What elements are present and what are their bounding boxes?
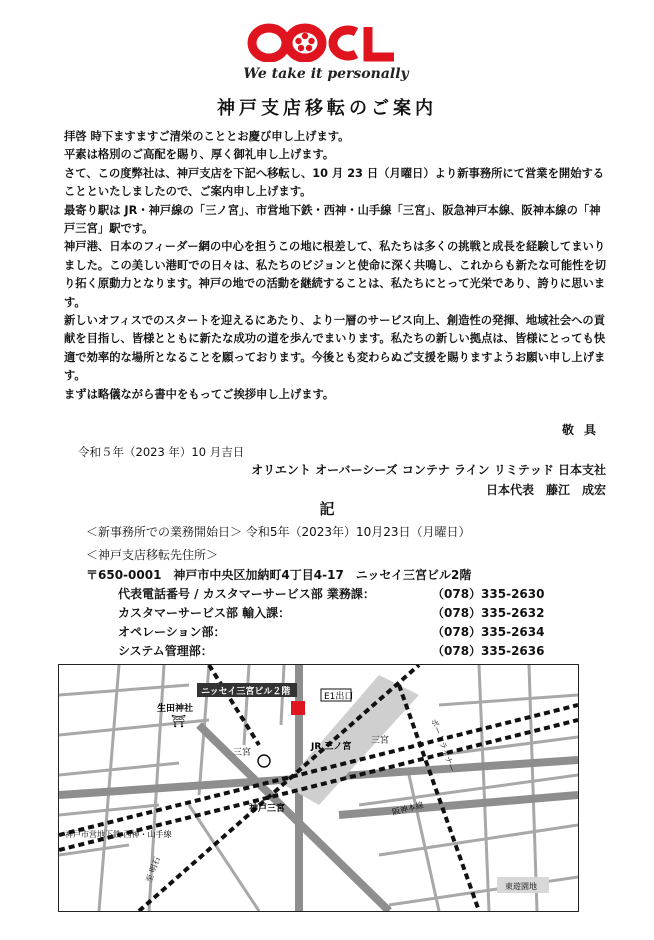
exit-label: E1出口 [324,692,354,702]
shrine-label: 生田神社 [157,704,194,714]
paragraph: まずは略儀ながら書中をもってご挨拶申し上げます。 [64,387,335,401]
paragraph: 新しいオフィスでのスタートを迎えるにあたり、より一層のサービス向上、創造性の発揮、地域社会への貢献を目指し、皆様とともに新たな成功の道を歩んでまいります。私たちの新しい拠点は、皆様にとっても快適で効率的な場所となることを願っております。今後とも変わらぬご支援を賜りますようお願い申し上げます。 [64,314,606,383]
phone-list [118,585,548,661]
phone-number: （078）335-2630 [432,587,545,601]
address: 〒650-0001 神戸市中央区加納町4丁目4-17 ニッセイ三宮ビル2階 [86,568,472,582]
subway-line-label: 神戸市営地下鉄 西神・山手線 [65,830,172,839]
jr-station-label: JR 三ノ宮 [311,742,352,752]
paragraph: さて、この度弊社は、神戸支店を下記へ移転し、10 月 23 日（月曜日）より新事務所にて営業を開始することといたしましたので、ご案内申し上げます。 [64,166,605,199]
closing: 敬具 [561,423,606,437]
phone-row [118,623,548,642]
sannomiya-station-label: 三宮 [371,736,390,746]
sannomiya-subway-label: 三宮 [233,748,252,758]
building-label: ニッセイ三宮ビル２階 [201,687,291,697]
start-date: ＜新事務所での業務開始日＞ 令和5年（2023年）10月23日（月曜日） [86,525,471,539]
page-title: 神戸支店移転のご案内 [217,98,437,119]
tagline: We take it personally [243,66,409,82]
phone-number: （078）335-2636 [432,644,545,658]
date: 令和５年（2023 年）10 月吉日 [78,445,245,459]
park-label: 東遊園地 [505,882,537,891]
phone-label: カスタマーサービス部 輸入課： [118,606,291,620]
phone-label: システム管理部： [118,644,213,658]
paragraph: 平素は格別のご高配を賜り、厚く御礼申し上げます。 [64,148,335,162]
map-svg [59,665,578,911]
address-label: ＜神戸支店移転先住所＞ [86,548,219,562]
paragraph: 神戸港、日本のフィーダー網の中心を担うこの地に根差して、私たちは多くの挑戦と成長を経験してまいりました。この美しい港町での日々は、私たちのビジョンと使命に深く共鳴し、これからも新たな可能性を切り拓く原動力となります。神戸の地での活動を継続することは、私たちにとって光栄であり、誇りに思います。 [64,240,607,309]
phone-row [118,585,548,604]
paragraph: 拝啓 時下ますますご清栄のこととお慶び申し上げます。 [64,130,350,143]
phone-number: （078）335-2634 [432,625,545,639]
plum-blossom-icon [295,33,314,51]
toward-akashi-label: 至 明石 [144,855,162,884]
phone-label: 代表電話番号 / カスタマーサービス部 業務課： [118,587,375,601]
access-map [58,664,579,912]
portliner-label: ポートライナー [429,717,457,774]
hanshin-line-label: 阪神本線 [391,800,425,817]
phone-row [118,642,548,661]
company-name: オリエント オーバーシーズ コンテナ ライン リミテッド 日本支社 [251,463,606,477]
hankyu-station-label: 神戸三宮 [249,804,286,814]
paragraph: 最寄り駅は JR・神戸線の「三ノ宮」、市営地下鉄・西神・山手線「三宮」、阪急神戸本線、阪神本線の「神戸三宮」駅です。 [64,203,601,236]
representative: 日本代表 藤江 成宏 [485,483,606,497]
office-building-marker [291,701,305,715]
ki-heading: 記 [319,500,335,518]
phone-label: オペレーション部： [118,625,226,639]
oocl-logo-mark [236,22,416,62]
torii-icon: ⛩ [171,714,187,728]
phone-number: （078）335-2632 [432,606,545,620]
subway-station-icon [258,755,270,767]
phone-row [118,604,548,623]
letter-body [64,128,610,404]
